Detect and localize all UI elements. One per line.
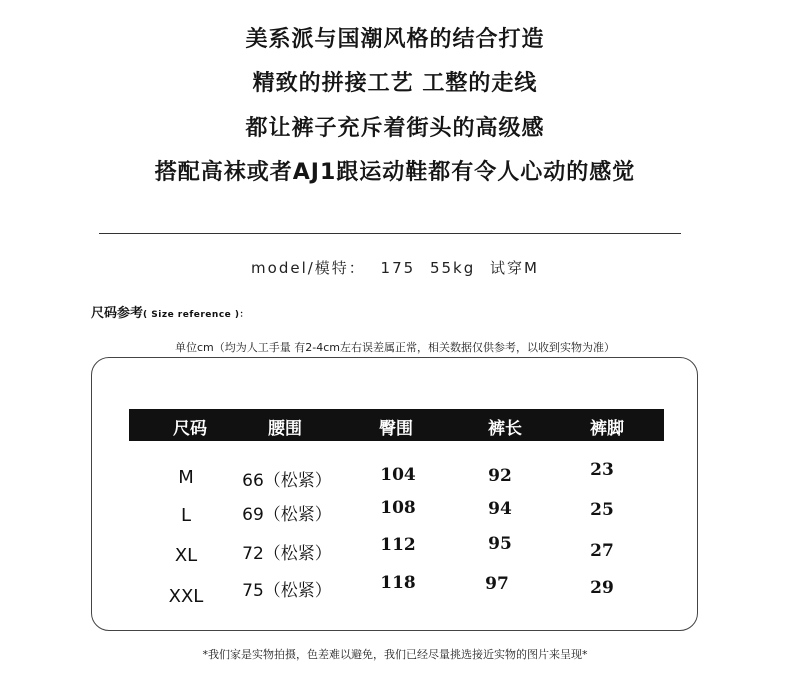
header-hip: 臀围 — [379, 419, 413, 439]
table-cell-hem: 27 — [590, 541, 614, 561]
tagline-1: 美系派与国潮风格的结合打造 — [245, 27, 545, 52]
table-cell-size: L — [180, 505, 192, 526]
table-cell-length: 94 — [488, 499, 512, 519]
table-cell-hem: 23 — [590, 460, 614, 480]
unit-note: 单位cm（均为人工手量 有2-4cm左右误差属正常，相关数据仅供参考，以收到实物为准） — [175, 341, 615, 354]
header-length: 裤长 — [488, 419, 522, 439]
table-cell-hem: 25 — [590, 500, 614, 520]
table-cell-length: 95 — [488, 534, 512, 554]
table-cell-waist: 66（松紧） — [242, 471, 332, 491]
tagline-3: 都让裤子充斥着街头的高级感 — [245, 116, 545, 141]
table-cell-size: XXL — [168, 586, 204, 607]
table-cell-hip: 118 — [380, 573, 416, 593]
table-cell-hip: 108 — [380, 498, 416, 518]
tagline-2: 精致的拼接工艺 工整的走线 — [252, 71, 538, 96]
table-cell-hip: 112 — [380, 535, 416, 555]
size-reference-sub: ( Size reference )： — [143, 310, 250, 320]
table-cell-waist: 75（松紧） — [242, 581, 332, 601]
table-cell-hip: 104 — [380, 465, 416, 485]
header-size: 尺码 — [173, 419, 207, 439]
header-hem: 裤脚 — [590, 419, 624, 439]
size-reference-label: 尺码参考 — [91, 306, 144, 321]
table-cell-length: 92 — [488, 466, 512, 486]
table-cell-waist: 72（松紧） — [242, 544, 332, 564]
table-cell-waist: 69（松紧） — [242, 505, 332, 525]
header-waist: 腰围 — [268, 419, 302, 439]
table-cell-size: XL — [174, 545, 198, 566]
table-cell-size: M — [178, 467, 194, 488]
table-cell-hem: 29 — [590, 578, 614, 598]
table-cell-length: 97 — [485, 574, 509, 594]
footnote: *我们家是实物拍摄，色差难以避免，我们已经尽量挑选接近实物的图片来呈现* — [202, 648, 588, 661]
divider — [99, 233, 681, 234]
model-info: model/模特： 175 55kg 试穿M — [251, 259, 539, 277]
tagline-4: 搭配高袜或者AJ1跟运动鞋都有令人心动的感觉 — [154, 160, 636, 185]
size-reference-heading — [91, 302, 249, 321]
